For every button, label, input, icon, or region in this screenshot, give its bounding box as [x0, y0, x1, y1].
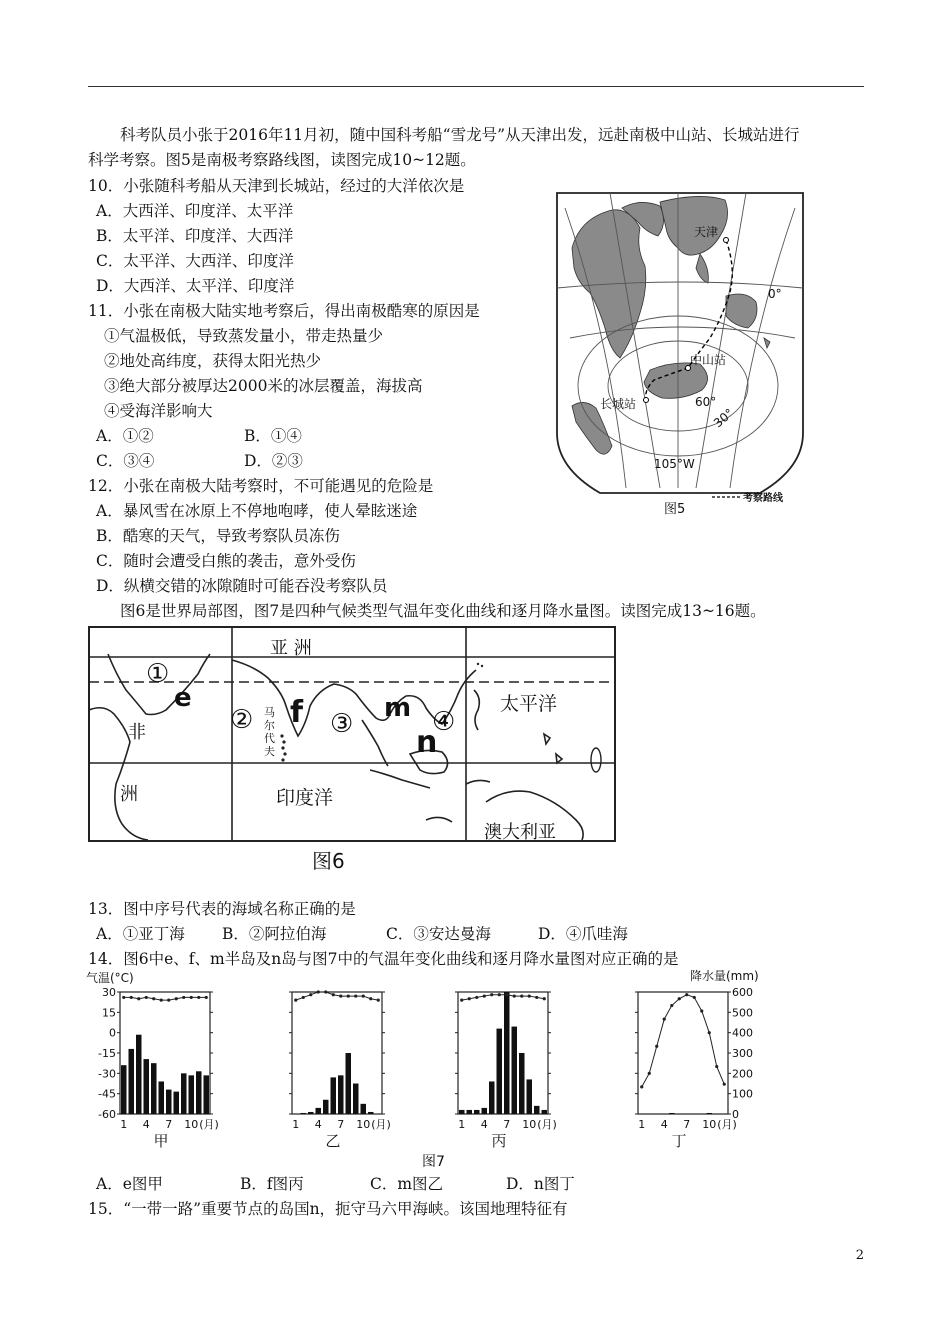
fig6-label-circle-3: ③	[330, 709, 354, 739]
temp-point	[137, 997, 140, 1000]
precip-bar	[353, 1084, 359, 1115]
fig6-label-africa-2: 洲	[120, 784, 138, 805]
temp-point	[347, 994, 350, 997]
fig7-temp-axis-label: 气温(°C)	[86, 971, 134, 985]
q14-option-a: A．e图甲	[96, 1175, 163, 1193]
page-number: 2	[855, 1248, 864, 1263]
precip-bar	[136, 1035, 142, 1114]
fig5-caption: 图5	[664, 502, 686, 517]
fig7-caption: 图7	[422, 1154, 445, 1170]
precip-bar	[361, 1104, 367, 1114]
month-tick-label: 1	[638, 1118, 646, 1131]
temp-point	[513, 994, 516, 997]
month-tick-label: 7	[165, 1118, 173, 1131]
q14-option-d: D．n图丁	[506, 1175, 575, 1193]
fig5-label-30deg: 30°	[710, 405, 737, 431]
temp-point	[475, 996, 478, 999]
temp-point	[190, 996, 193, 999]
temp-point	[152, 997, 155, 1000]
chart-frame	[458, 992, 548, 1114]
q12-option-a: A．暴风雪在冰原上不停地咆哮，使人晕眩迷途	[96, 502, 418, 520]
temp-tick-label: -45	[98, 1087, 116, 1101]
climate-chart-3	[455, 992, 557, 1150]
precip-bar	[159, 1081, 165, 1114]
temp-point	[528, 994, 531, 997]
month-tick-label: 10	[522, 1118, 537, 1131]
precip-tick-label: 0	[732, 1108, 739, 1121]
intro-line-3: 图6是世界局部图，图7是四种气候类型气温年变化曲线和逐月降水量图。读图完成13~16题。	[120, 602, 766, 620]
q11-item-4: ④受海洋影响大	[104, 402, 213, 420]
month-tick-label: 10	[702, 1118, 717, 1131]
fig6-label-circle-4: ④	[432, 707, 456, 737]
precip-bar	[338, 1075, 344, 1114]
chart-frame	[292, 992, 382, 1114]
temp-point	[167, 999, 170, 1002]
precip-bar	[204, 1075, 210, 1114]
q11-option-d: D．②③	[244, 452, 303, 470]
fig5-label-tianjin: 天津	[694, 225, 719, 239]
precip-bar	[707, 1113, 713, 1114]
month-tick-label: 7	[683, 1118, 691, 1131]
month-unit-label: (月)	[199, 1118, 219, 1131]
month-tick-label: 4	[660, 1118, 668, 1131]
precip-bar	[323, 1100, 329, 1114]
climate-chart-2	[289, 990, 391, 1150]
temp-point	[354, 994, 357, 997]
q11-option-b: B．①④	[244, 427, 302, 445]
temp-point	[369, 997, 372, 1000]
precip-bar	[512, 1027, 518, 1114]
fig5-label-105w: 105°W	[654, 457, 695, 471]
precip-tick-label: 300	[732, 1047, 753, 1060]
precip-tick-label: 400	[732, 1026, 753, 1040]
precip-bar	[129, 1049, 135, 1114]
temp-point	[685, 993, 688, 996]
fig6-label-e: e	[174, 683, 192, 713]
month-tick-label: 4	[142, 1118, 150, 1131]
temp-point	[723, 1083, 726, 1086]
q14-option-b: B．f图丙	[240, 1175, 304, 1193]
chart-title: 乙	[325, 1132, 341, 1150]
temp-point	[302, 996, 305, 999]
temp-point	[640, 1085, 643, 1088]
q12-option-c: C．随时会遭受白熊的袭击，意外受伤	[96, 552, 356, 570]
chart-title: 丙	[491, 1132, 507, 1150]
q11-option-a: A．①②	[96, 427, 154, 445]
q14-stem: 14．图6中e、f、m半岛及n岛与图7中的气温年变化曲线和逐月降水量图对应正确的是	[88, 950, 679, 968]
temp-point	[294, 999, 297, 1002]
fig5-label-60deg: 60°	[695, 395, 717, 409]
precip-bar	[316, 1108, 322, 1114]
precip-bar	[301, 1113, 307, 1114]
temp-point	[197, 996, 200, 999]
fig6-label-maldives-3: 代	[264, 732, 275, 745]
temp-point	[483, 994, 486, 997]
temp-point	[498, 993, 501, 996]
precip-bar	[181, 1073, 187, 1114]
temp-point	[324, 990, 327, 993]
month-tick-label: 4	[314, 1118, 322, 1131]
month-tick-label: 1	[120, 1118, 128, 1131]
temp-point	[122, 996, 125, 999]
precip-bar	[196, 1071, 202, 1114]
temp-tick-label: -30	[98, 1067, 116, 1081]
month-tick-label: 7	[503, 1118, 511, 1131]
q10-option-d: D．大西洋、太平洋、印度洋	[96, 277, 295, 295]
header-rule	[88, 86, 864, 87]
temp-point	[543, 997, 546, 1000]
q13-option-a: A．①亚丁海	[96, 925, 185, 943]
fig6-label-indian-ocean: 印度洋	[276, 787, 334, 809]
month-tick-label: 4	[480, 1118, 488, 1131]
precip-tick-label: 100	[732, 1087, 753, 1101]
temp-point	[693, 996, 696, 999]
fig5-legend-route: 考察路线	[743, 493, 783, 504]
fig6-label-f: f	[290, 695, 304, 730]
fig6-label-circle-1: ①	[146, 659, 170, 689]
temp-point	[708, 1031, 711, 1034]
precip-bar	[121, 1065, 127, 1114]
precip-bar	[497, 1029, 503, 1114]
temp-point	[468, 997, 471, 1000]
fig6-label-n: n	[416, 725, 438, 760]
figure-5-antarctic-route-map	[550, 188, 810, 518]
q10-stem: 10．小张随科考船从天津到长城站，经过的大洋依次是	[88, 177, 465, 195]
month-tick-label: 10	[184, 1118, 199, 1131]
intro-line-1: 科考队员小张于2016年11月初，随中国科考船“雪龙号”从天津出发，远赴南极中山站、长城站进行	[120, 126, 800, 144]
chart-title: 丁	[671, 1132, 687, 1150]
precip-bar	[474, 1110, 480, 1114]
q11-item-2: ②地处高纬度，获得太阳光热少	[104, 352, 322, 370]
q13-option-b: B．②阿拉伯海	[222, 925, 327, 943]
temp-point	[505, 993, 508, 996]
temp-point	[700, 1009, 703, 1012]
q15-stem: 15．“一带一路”重要节点的岛国n，扼守马六甲海峡。该国地理特征有	[88, 1200, 568, 1218]
temp-point	[678, 997, 681, 1000]
precip-tick-label: 600	[732, 986, 753, 999]
q10-option-a: A．大西洋、印度洋、太平洋	[96, 202, 294, 220]
precip-bar	[489, 1081, 495, 1114]
month-tick-label: 1	[292, 1118, 300, 1131]
q10-option-c: C．太平洋、大西洋、印度洋	[96, 252, 294, 270]
temp-point	[535, 996, 538, 999]
temp-point	[182, 996, 185, 999]
fig6-label-australia: 澳大利亚	[484, 822, 556, 843]
temp-point	[715, 1065, 718, 1068]
month-unit-label: (月)	[717, 1118, 737, 1131]
precip-bar	[166, 1090, 172, 1114]
temp-point	[655, 1045, 658, 1048]
figure-7-climate-charts	[86, 968, 786, 1173]
fig6-label-asia: 亚 洲	[270, 638, 312, 659]
temp-point	[160, 999, 163, 1002]
precip-tick-label: 200	[732, 1067, 753, 1081]
precip-bar	[482, 1108, 488, 1114]
chart-title: 甲	[153, 1132, 169, 1150]
q12-stem: 12．小张在南极大陆考察时，不可能遇见的危险是	[88, 477, 434, 495]
precip-bar	[534, 1106, 540, 1114]
temp-point	[377, 999, 380, 1002]
climate-chart-4	[635, 992, 737, 1150]
fig6-caption: 图6	[312, 849, 345, 873]
precip-bar	[504, 992, 510, 1114]
q12-option-b: B．酷寒的天气，导致考察队员冻伤	[96, 527, 340, 545]
temp-point	[490, 993, 493, 996]
fig5-label-changcheng: 长城站	[600, 397, 637, 411]
precip-bar	[669, 1113, 675, 1114]
q13-option-d: D．④爪哇海	[538, 925, 628, 943]
precip-bar	[308, 1112, 314, 1114]
intro-line-2: 科学考察。图5是南极考察路线图，读图完成10~12题。	[88, 151, 476, 169]
q11-item-1: ①气温极低，导致蒸发量小，带走热量少	[104, 327, 384, 345]
temp-tick-label: 0	[109, 1026, 116, 1040]
precip-bar	[151, 1063, 157, 1114]
fig6-label-maldives-4: 夫	[264, 745, 275, 758]
fig7-precip-axis-label: 降水量(mm)	[690, 969, 759, 983]
temp-tick-label: 30	[102, 986, 116, 999]
precip-bar	[467, 1110, 473, 1114]
q11-option-c: C．③④	[96, 452, 155, 470]
fig6-label-africa-1: 非	[128, 722, 146, 743]
temp-tick-label: -60	[98, 1108, 116, 1121]
precip-bar	[542, 1110, 548, 1114]
fig6-label-maldives-1: 马	[264, 706, 275, 719]
q13-option-c: C．③安达曼海	[386, 925, 491, 943]
temp-tick-label: 15	[102, 1006, 116, 1020]
q14-option-c: C．m图乙	[370, 1175, 444, 1193]
temp-point	[520, 994, 523, 997]
precip-bar	[331, 1077, 337, 1114]
month-tick-label: 1	[458, 1118, 466, 1131]
temp-point	[648, 1072, 651, 1075]
precip-bar	[346, 1053, 352, 1114]
temp-tick-label: -15	[98, 1047, 116, 1060]
precip-tick-label: 500	[732, 1006, 753, 1020]
precip-bar	[519, 1053, 525, 1114]
temp-point	[663, 1018, 666, 1021]
fig6-label-m: m	[384, 693, 412, 723]
temp-point	[205, 996, 208, 999]
precip-bar	[459, 1110, 465, 1114]
precip-bar	[189, 1075, 195, 1114]
fig6-label-pacific-ocean: 太平洋	[500, 693, 558, 715]
fig5-label-0deg: 0°	[768, 287, 782, 301]
q13-stem: 13．图中序号代表的海域名称正确的是	[88, 900, 356, 918]
temp-point	[339, 994, 342, 997]
q11-item-3: ③绝大部分被厚达2000米的冰层覆盖，海拔高	[104, 377, 423, 395]
fig5-label-zhongshan: 中山站	[690, 353, 727, 367]
month-tick-label: 10	[356, 1118, 371, 1131]
climate-chart-1	[117, 992, 219, 1150]
precip-bar	[527, 1079, 533, 1114]
figure-6-world-partial-map	[86, 624, 618, 874]
temp-point	[145, 996, 148, 999]
fig6-label-maldives-2: 尔	[264, 719, 275, 732]
month-unit-label: (月)	[371, 1118, 391, 1131]
month-tick-label: 7	[337, 1118, 345, 1131]
temp-point	[317, 990, 320, 993]
temp-point	[670, 1004, 673, 1007]
fig6-label-circle-2: ②	[230, 705, 254, 735]
q11-stem: 11．小张在南极大陆实地考察后，得出南极酷寒的原因是	[88, 302, 480, 320]
temp-point	[130, 996, 133, 999]
temp-point	[175, 997, 178, 1000]
precip-bar	[174, 1092, 180, 1114]
temp-point	[460, 999, 463, 1002]
month-unit-label: (月)	[537, 1118, 557, 1131]
q12-option-d: D．纵横交错的冰隙随时可能吞没考察队员	[96, 577, 388, 595]
temp-point	[332, 993, 335, 996]
precip-bar	[144, 1059, 150, 1114]
temp-point	[362, 994, 365, 997]
precip-bar	[368, 1112, 374, 1114]
q10-option-b: B．太平洋、印度洋、大西洋	[96, 227, 294, 245]
temp-point	[309, 993, 312, 996]
chart-frame	[638, 992, 728, 1114]
